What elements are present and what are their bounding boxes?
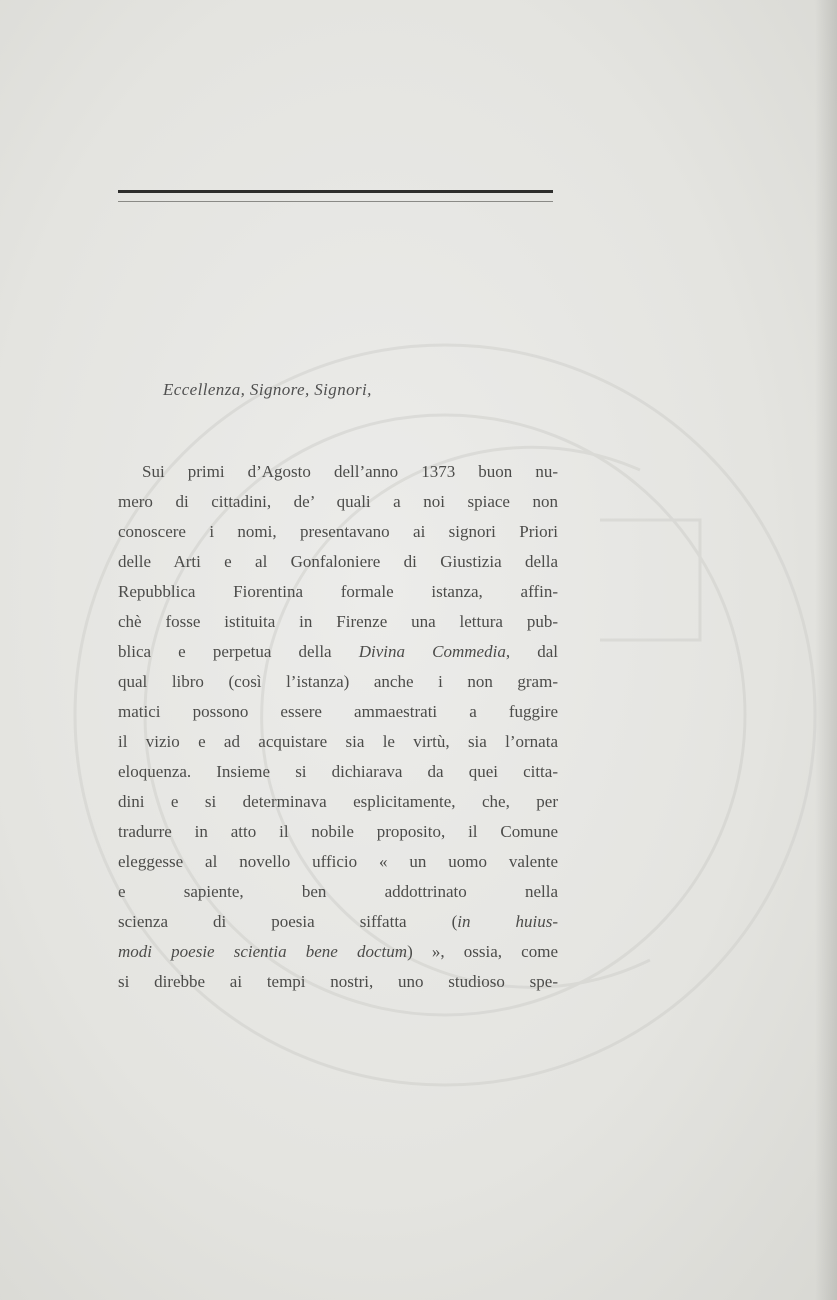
paragraph-line: si direbbe ai tempi nostri, uno studioso spe- xyxy=(118,972,558,991)
paragraph-line: Repubblica Fiorentina formale istanza, affin- xyxy=(118,582,558,601)
paragraph-line: conoscere i nomi, presentavano ai signori Priori xyxy=(118,522,558,541)
paragraph-line: il vizio e ad acquistare sia le virtù, sia l’ornata xyxy=(118,732,558,751)
paragraph-line: matici possono essere ammaestrati a fuggire xyxy=(118,702,558,721)
paragraph-line: chè fosse istituita in Firenze una lettura pub- xyxy=(118,612,558,631)
paragraph-line: delle Arti e al Gonfaloniere di Giustizia della xyxy=(118,552,558,571)
paragraph-line: dini e si determinava esplicitamente, che, per xyxy=(118,792,558,811)
paragraph-line: mero di cittadini, de’ quali a noi spiace non xyxy=(118,492,558,511)
paragraph-line: e sapiente, ben addottrinato nella xyxy=(118,882,558,901)
paragraph-line: qual libro (così l’istanza) anche i non gram- xyxy=(118,672,558,691)
paragraph-line: eleggesse al novello ufficio « un uomo valente xyxy=(118,852,558,871)
paragraph-line: Sui primi d’Agosto dell’anno 1373 buon nu- xyxy=(142,462,558,481)
paragraph-line: scienza di poesia siffatta (in huius- xyxy=(118,912,558,931)
header-rule-thin xyxy=(118,201,553,202)
paragraph-line: modi poesie scientia bene doctum) », ossia, come xyxy=(118,942,558,961)
paragraph-line: tradurre in atto il nobile proposito, il Comune xyxy=(118,822,558,841)
body-paragraph xyxy=(118,457,558,997)
salutation: Eccellenza, Signore, Signori, xyxy=(163,380,372,399)
paragraph-line: eloquenza. Insieme si dichiarava da quei citta- xyxy=(118,762,558,781)
header-rule-thick xyxy=(118,190,553,193)
paragraph-line: blica e perpetua della Divina Commedia, dal xyxy=(118,642,558,661)
page-edge-shadow xyxy=(815,0,837,1300)
